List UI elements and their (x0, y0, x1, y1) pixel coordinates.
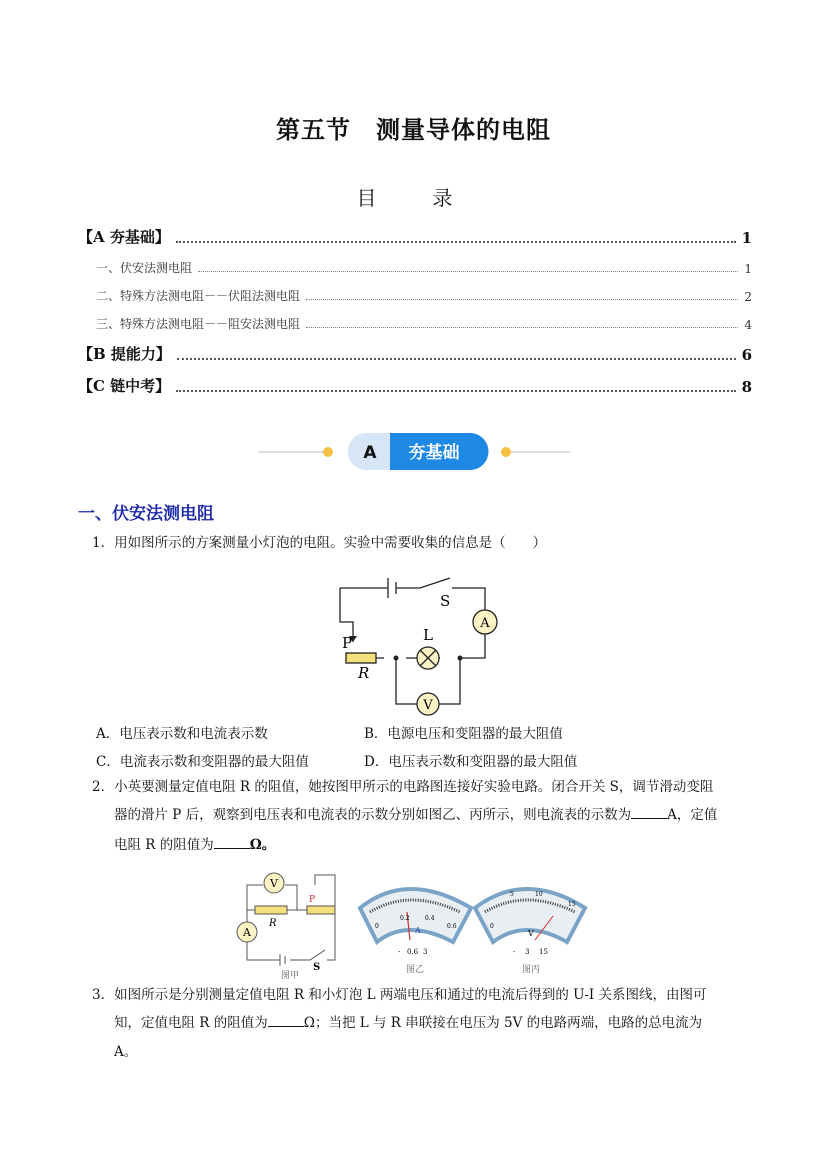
toc-leader (306, 299, 738, 300)
ammeter-label: A (243, 926, 251, 939)
scale-label: 10 (535, 891, 543, 898)
switch-label: S (313, 962, 321, 973)
scale-label: 0.4 (425, 915, 435, 922)
answer-blank[interactable] (268, 1012, 304, 1027)
q2-text: Ω。 (249, 837, 276, 853)
figure-caption: 图乙 (405, 965, 425, 975)
toc-label: 【B 提能力】 (78, 345, 171, 363)
slider-label: P (342, 634, 353, 652)
rheostat-label: R (358, 664, 370, 682)
toc-leader (176, 390, 735, 392)
toc-label: 二、特殊方法测电阻－－伏阻法测电阻 (96, 289, 301, 303)
toc-page: 2 (744, 290, 752, 304)
section-heading: 一、伏安法测电阻 (78, 504, 214, 524)
banner-dot (323, 447, 333, 457)
answer-blank[interactable] (631, 804, 667, 819)
voltmeter-label: V (270, 877, 278, 890)
toc-page: 4 (744, 318, 752, 332)
circuit-jia (237, 873, 335, 966)
toc-page: 6 (741, 346, 752, 364)
toc-leader (306, 327, 738, 328)
scale-label: 5 (510, 891, 514, 898)
question-2-line-2 (114, 801, 717, 829)
toc-item[interactable] (78, 343, 752, 364)
lamp-label: L (423, 626, 433, 644)
toc-item[interactable] (96, 287, 752, 304)
q2-text: 电阻 R 的阻值为 (114, 837, 214, 853)
question-3-line-1: 3．如图所示是分别测量定值电阻 R 和小灯泡 L 两端电压和通过的电流后得到的 U-I 关系图线，由图可 (92, 987, 707, 1003)
scale-label: 0.6 (447, 923, 457, 930)
banner-letter: A (363, 443, 377, 463)
scale-label: 0 (375, 923, 379, 930)
ammeter-label: A (480, 616, 490, 631)
toc-page: 1 (741, 229, 752, 247)
banner-dot (501, 447, 511, 457)
ammeter-dial (360, 889, 471, 975)
question-2-line-3 (114, 831, 275, 859)
section-banner (258, 430, 570, 472)
toc-label: 三、特殊方法测电阻－－阻安法测电阻 (96, 317, 301, 331)
question-2-line-1: 2．小英要测量定值电阻 R 的阻值，她按图甲所示的电路图连接好实验电路。闭合开关 S，调节滑动变阻 (92, 779, 714, 795)
option-a[interactable]: A．电压表示数和电流表示数 (96, 726, 268, 742)
voltmeter-label: V (423, 698, 433, 713)
toc-label: 【A 夯基础】 (78, 228, 170, 246)
q2-text: A，定值 (667, 807, 718, 823)
question-1-text: 1．用如图所示的方案测量小灯泡的电阻。实验中需要收集的信息是（ ） (92, 535, 547, 551)
option-d[interactable]: D．电压表示数和变阻器的最大阻值 (364, 754, 578, 770)
terminal-label: 3 (525, 948, 530, 956)
terminal-label: - (513, 948, 516, 956)
toc-leader (176, 241, 736, 243)
banner-label: 夯基础 (408, 443, 460, 463)
question-2-figures (235, 870, 595, 980)
switch-label: S (440, 592, 451, 610)
question-1-circuit-diagram (320, 570, 520, 720)
toc-heading: 目 录 (356, 186, 471, 210)
toc-leader (177, 358, 736, 360)
terminal-label: - (398, 948, 401, 956)
toc-leader (198, 271, 738, 272)
option-b[interactable]: B．电源电压和变阻器的最大阻值 (364, 726, 563, 742)
voltmeter-dial (475, 889, 585, 975)
page-title: 第五节 测量导体的电阻 (276, 116, 551, 144)
question-3-line-3: A。 (114, 1044, 138, 1060)
toc-page: 8 (741, 378, 752, 396)
toc-item[interactable] (96, 315, 752, 332)
figure-caption: 图甲 (280, 971, 300, 980)
scale-label: 0.2 (400, 915, 410, 922)
question-3-line-2 (114, 1009, 702, 1037)
figure-caption: 图丙 (521, 965, 541, 975)
terminal-label: 15 (539, 948, 548, 956)
unit-label: A (415, 926, 421, 935)
unit-label: V (528, 929, 534, 938)
slider-label: P (309, 895, 316, 905)
q2-text: 器的滑片 P 后，观察到电压表和电流表的示数分别如图乙、丙所示，则电流表的示数为 (114, 807, 632, 823)
toc-item[interactable] (78, 226, 752, 247)
answer-blank[interactable] (214, 834, 250, 849)
terminal-label: 0.6 (407, 948, 419, 956)
toc-item[interactable] (78, 375, 752, 396)
q3-text: Ω；当把 L 与 R 串联接在电压为 5V 的电路两端，电路的总电流为 (303, 1015, 703, 1031)
toc-label: 一、伏安法测电阻 (96, 261, 193, 275)
toc-label: 【C 链中考】 (78, 377, 171, 395)
toc-page: 1 (744, 262, 752, 276)
toc-item[interactable] (96, 259, 752, 276)
scale-label: 0 (490, 923, 494, 930)
resistor-label: R (269, 918, 277, 929)
terminal-label: 3 (423, 948, 428, 956)
q3-text: 知，定值电阻 R 的阻值为 (114, 1015, 268, 1031)
option-c[interactable]: C．电流表示数和变阻器的最大阻值 (96, 754, 309, 770)
scale-label: 15 (568, 901, 576, 908)
